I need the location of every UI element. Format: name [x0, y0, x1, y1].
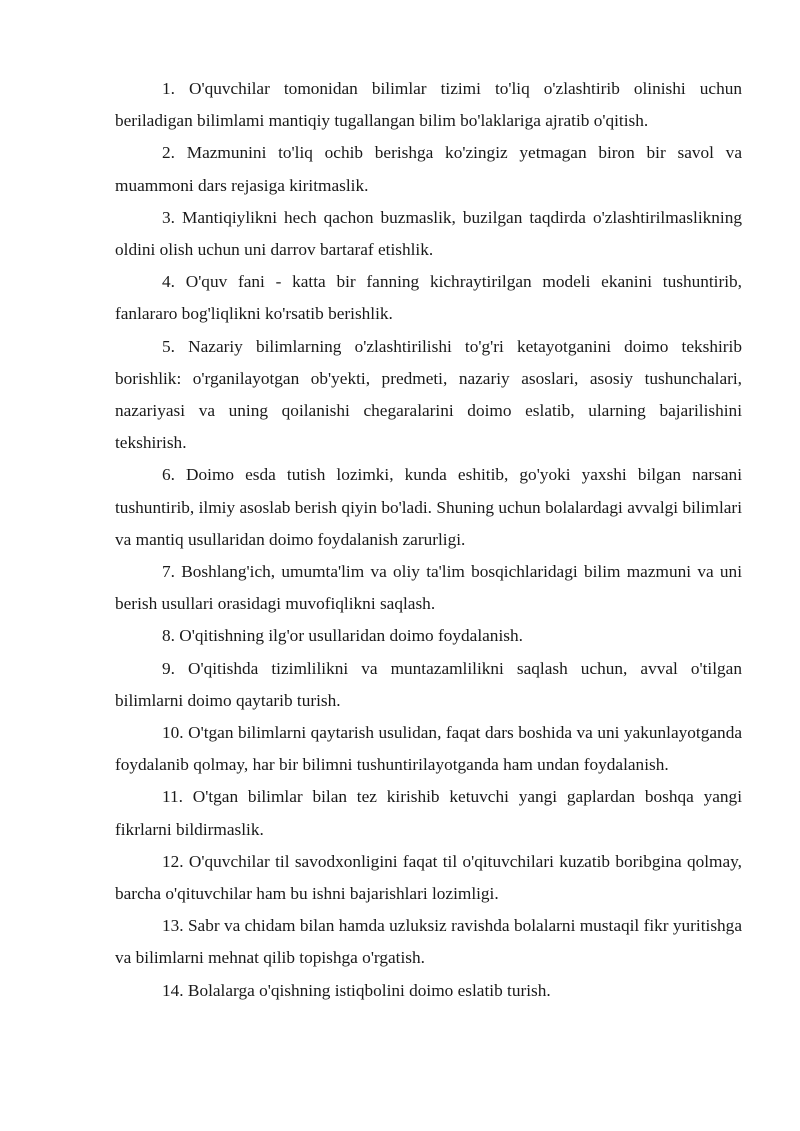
paragraph-11: 11. O'tgan bilimlar bilan tez kirishib ketuvchi yangi gaplardan boshqa yangi fikrlarni bildirmaslik. [115, 787, 742, 839]
document-page [115, 73, 742, 1007]
paragraph-3: 3. Mantiqiylikni hech qachon buzmaslik, buzilgan taqdirda o'zlashtirilmaslikning oldini olish uchun uni darrov bartaraf etishlik. [115, 207, 742, 260]
paragraph-10: 10. O'tgan bilimlarni qaytarish usulidan, faqat dars boshida va uni yakunlayotganda foydalanib qolmay, har bir bilimni tushuntirilayotganda ham undan foydalanish. [115, 723, 742, 775]
paragraph-13: 13. Sabr va chidam bilan hamda uzluksiz ravishda bolalarni mustaqil fikr yuritishga va bilimlarni mehnat qilib topishga o'rgatish. [115, 916, 742, 968]
paragraph-4: 4. O'quv fani - katta bir fanning kichraytirilgan modeli ekanini tushuntirib, fanlararo bog'liqlikni ko'rsatib berishlik. [115, 272, 742, 324]
paragraph-2: 2. Mazmunini to'liq ochib berishga ko'zingiz yetmagan biron bir savol va muammoni dars rejasiga kiritmaslik. [115, 143, 742, 195]
paragraph-7: 7. Boshlang'ich, umumta'lim va oliy ta'lim bosqichlaridagi bilim mazmuni va uni berish usullari orasidagi muvofiqlikni saqlash. [115, 562, 742, 614]
paragraph-14: 14. Bolalarga o'qishning istiqbolini doimo eslatib turish. [162, 980, 551, 1000]
paragraph-9: 9. O'qitishda tizimlilikni va muntazamlilikni saqlash uchun, avval o'tilgan bilimlarni doimo qaytarib turish. [115, 658, 742, 710]
paragraph-1: 1. O'quvchilar tomonidan bilimlar tizimi to'liq o'zlashtirib olinishi uchun beriladigan bilimlami mantiqiy tugallangan bilim bo'laklariga ajratib o'qitish. [115, 79, 742, 131]
paragraph-12: 12. O'quvchilar til savodxonligini faqat til o'qituvchilari kuzatib boribgina qolmay, barcha o'qituvchilar ham bu ishni bajarishlari lozimligi. [115, 851, 742, 904]
paragraph-8: 8. O'qitishning ilg'or usullaridan doimo foydalanish. [162, 626, 523, 646]
paragraph-6: 6. Doimo esda tutish lozimki, kunda eshitib, go'yoki yaxshi bilgan narsani tushuntirib, ilmiy asoslab berish qiyin bo'ladi. Shuning uchun bolalardagi avvalgi bilimlari va mantiq usullaridan doimo foydalanish zarurligi. [115, 465, 742, 549]
paragraph-5: 5. Nazariy bilimlarning o'zlashtirilishi to'g'ri ketayotganini doimo tekshirib borishlik: o'rganilayotgan ob'yekti, predmeti, nazariy asoslari, asosiy tushunchalari, nazariyasi va uning qoilanishi chegaralarini doimo eslatib, ularning bajarilishini tekshirish. [115, 336, 742, 453]
